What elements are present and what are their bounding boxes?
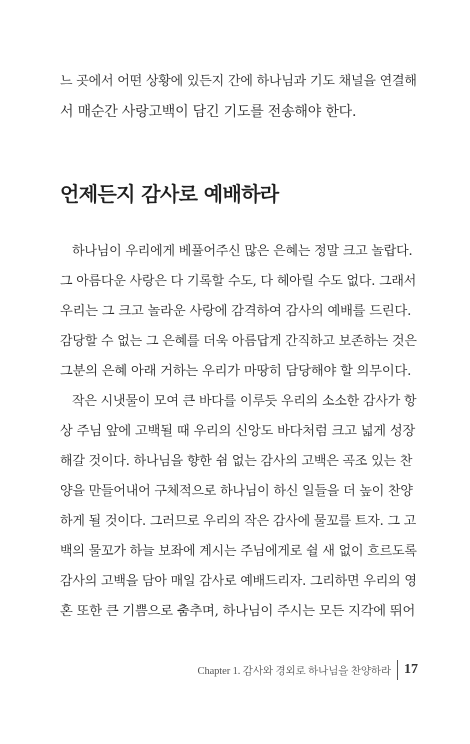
text-line: 감당할 수 없는 그 은혜를 더욱 아름답게 간직하고 보존하는 것은 [60,334,417,349]
footer-divider [397,660,398,680]
running-head: Chapter 1. 감사와 경외로 하나님을 찬양하라 [197,665,391,677]
page-footer [198,660,418,680]
text-line: 상 주님 앞에 고백될 때 우리의 신앙도 바다처럼 크고 넓게 성장 [60,424,416,439]
text-line: 서 매순간 사랑고백이 담긴 기도를 전송해야 한다. [60,104,357,120]
text-line: 하게 될 것이다. 그러므로 우리의 작은 감사에 물꼬를 트자. 그 고 [60,514,417,529]
text-line: 백의 물꼬가 하늘 보좌에 계시는 주님에게로 쉴 새 없이 흐르도록 [60,544,417,559]
body-paragraph [60,237,417,387]
text-line: 감사의 고백을 담아 매일 감사로 예배드리자. 그리하면 우리의 영 [60,574,417,589]
text-line: 혼 또한 큰 기쁨으로 춤추며, 하나님이 주시는 모든 지각에 뛰어 [60,604,416,619]
text-line: 하나님이 우리에게 베풀어주신 많은 은혜는 정말 크고 놀랍다. [72,244,413,259]
text-line: 우리는 그 크고 놀라운 사랑에 감격하여 감사의 예배를 드린다. [60,304,412,319]
intro-paragraph [60,67,417,127]
text-line: 느 곳에서 어떤 상황에 있든지 간에 하나님과 기도 채널을 연결해 [60,74,417,89]
text-line: 그분의 은혜 아래 거하는 우리가 마땅히 담당해야 할 의무이다. [60,364,412,379]
page-number: 17 [404,662,418,677]
text-line: 해갈 것이다. 하나님을 향한 쉼 없는 감사의 고백은 곡조 있는 찬 [60,454,413,469]
body-paragraph [60,387,417,627]
text-line: 작은 시냇물이 모여 큰 바다를 이루듯 우리의 소소한 감사가 항 [72,394,417,409]
text-line: 그 아름다운 사랑은 다 기록할 수도, 다 헤아릴 수도 없다. 그래서 [60,274,417,289]
section-heading: 언제든지 감사로 예배하라 [60,182,279,206]
text-line: 양을 만들어내어 구체적으로 하나님이 하신 일들을 더 높이 찬양 [60,484,413,499]
